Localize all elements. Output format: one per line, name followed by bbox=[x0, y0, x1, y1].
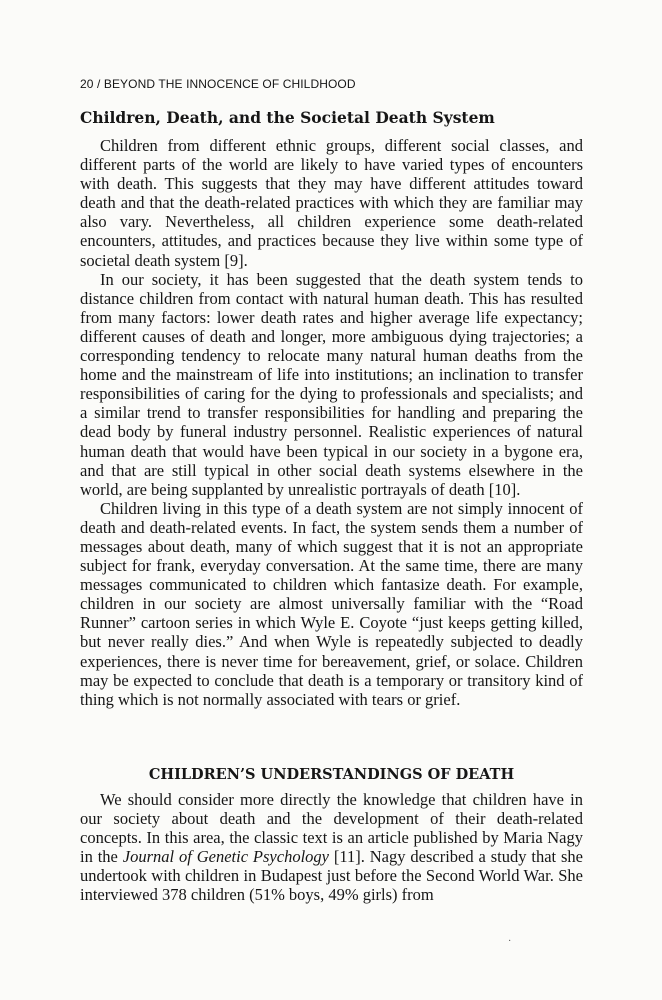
body-paragraph: In our society, it has been suggested that the death system tends to distance children from contact with natural human death. This has resulted from many factors: lower death rates and higher average life expectancy; different causes of death and longer, more ambiguous dying trajectories; a corresponding tendency to relocate many natural human deaths from the home and the mainstream of life into institutions; an inclination to transfer responsibilities of caring for the dying to professionals and specialists; and a similar trend to transfer responsibilities for handling and preparing the dead body by funeral industry personnel. Realistic experiences of natural human death that would have been typical in our society in a bygone era, and that are still typical in other social death systems elsewhere in the world, are being supplanted by unrealistic portrayals of death [10]. bbox=[80, 269, 583, 499]
body-paragraph: Children from different ethnic groups, different social classes, and different parts of the world are likely to have varied types of encounters with death. This suggests that they may have different attitudes toward death and that the death-related practices with which they are familiar may also vary. Nevertheless, all children experience some death-related encounters, attitudes, and practices because they live within some type of societal death system [9]. bbox=[80, 136, 583, 270]
major-heading: CHILDREN’S UNDERSTANDINGS OF DEATH bbox=[148, 766, 515, 783]
paragraph-text: [11]. Nagy described a study that she undertook with children in Budapest just before the Second World War. She interviewed 378 children (51% boys, 49% girls) from bbox=[80, 847, 583, 905]
print-speck: · bbox=[508, 936, 512, 947]
section-body bbox=[80, 136, 583, 709]
body-paragraph bbox=[80, 790, 583, 905]
section-heading: Children, Death, and the Societal Death System bbox=[80, 108, 495, 127]
final-section-body bbox=[80, 790, 583, 905]
running-head: 20 / BEYOND THE INNOCENCE OF CHILDHOOD bbox=[80, 77, 356, 91]
paragraph-text: We should consider more directly the knowledge that children have in our society about death and the development of their death-related concepts. In this area, the classic text is an article published by Maria Nagy in the bbox=[80, 790, 583, 867]
body-paragraph: Children living in this type of a death system are not simply innocent of death and death-related events. In fact, the system sends them a number of messages about death, many of which suggest that it is not an appropriate subject for frank, everyday conversation. At the same time, there are many messages communicated to children which fantasize death. For example, children in our society are almost universally familiar with the “Road Runner” cartoon series in which Wyle E. Coyote “just keeps getting killed, but never really dies.” And when Wyle is repeatedly subjected to deadly experiences, there is never time for bereavement, grief, or solace. Children may be expected to conclude that death is a temporary or transitory kind of thing which is not normally associated with tears or grief. bbox=[80, 498, 583, 709]
journal-title: Journal of Genetic Psychology bbox=[122, 847, 329, 867]
